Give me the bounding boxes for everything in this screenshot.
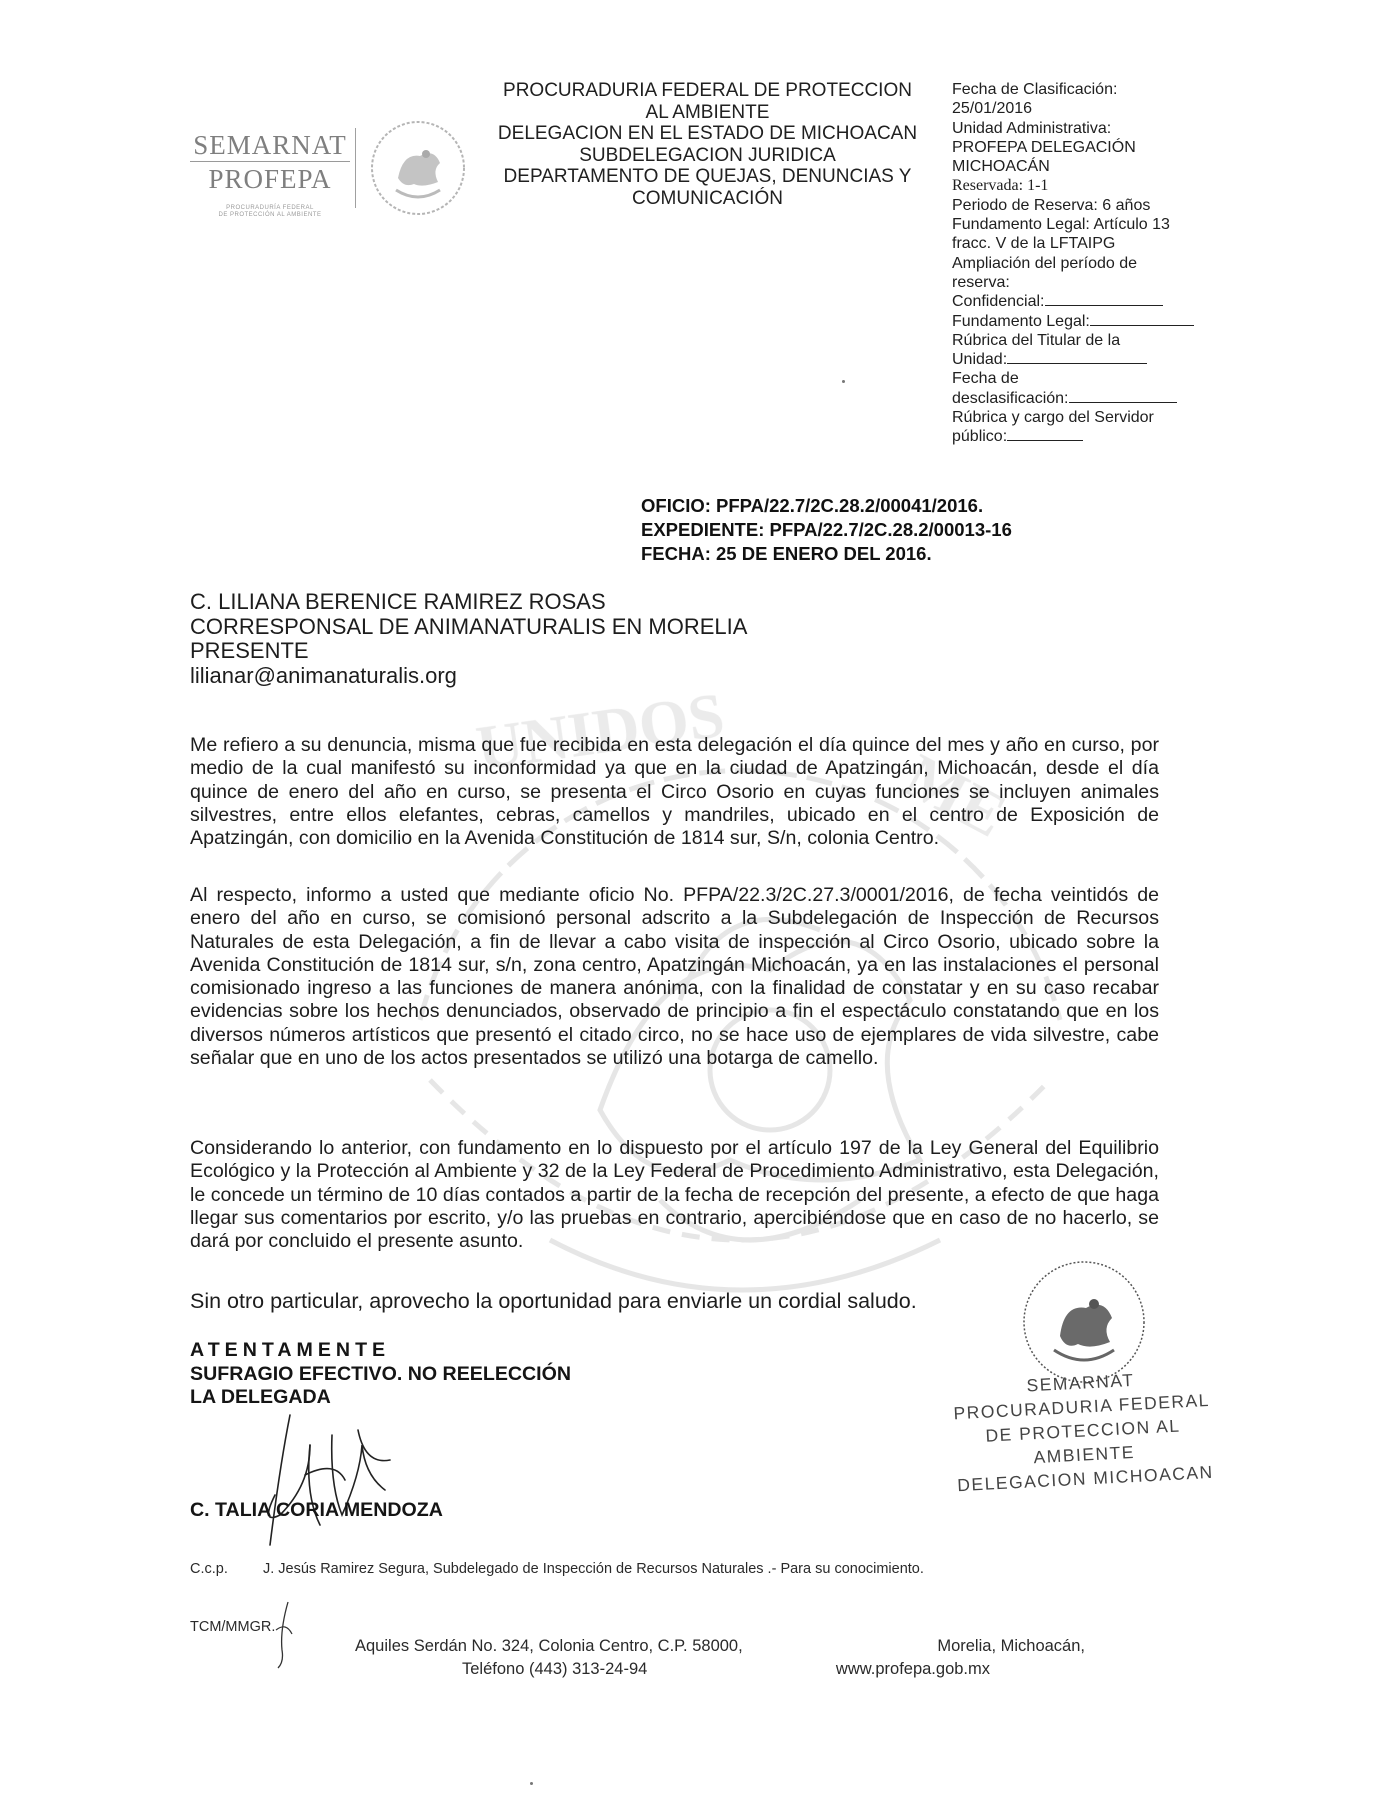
logo-divider <box>355 128 356 208</box>
addressee-name: C. LILIANA BERENICE RAMIREZ ROSAS <box>190 589 606 614</box>
blank-line <box>1007 362 1147 364</box>
addressee-email: lilianar@animanaturalis.org <box>190 662 457 688</box>
footer-row-2 <box>355 1658 1085 1681</box>
blank-line <box>1069 401 1177 403</box>
document-date: FECHA: 25 DE ENERO DEL 2016. <box>641 543 932 564</box>
stamp-line: SEMARNAT <box>1026 1369 1135 1396</box>
svg-text:ME: ME <box>893 739 1018 851</box>
official-stamp-seal <box>1020 1258 1148 1386</box>
footer-address: Aquiles Serdán No. 324, Colonia Centro, C.P. 58000, <box>355 1637 743 1655</box>
addressee-role: CORRESPONSAL DE ANIMANATURALIS EN MORELIA <box>190 613 748 639</box>
blank-line <box>1045 304 1163 306</box>
footer-phone: Teléfono (443) 313-24-94 <box>462 1660 648 1678</box>
stamp-line: DELEGACION MICHOACAN <box>956 1461 1215 1496</box>
extension-field: Ampliación del período de <box>952 254 1138 272</box>
addressee-block <box>190 590 747 688</box>
header-line: SUBDELEGACION JURIDICA <box>579 144 836 166</box>
closing-line: Sin otro particular, aprovecho la oportunidad para enviarle un cordial saludo. <box>190 1289 917 1313</box>
unit-label: Unidad: <box>952 351 1008 369</box>
declassification-label: desclasificación: <box>952 389 1069 407</box>
signer-title: LA DELEGADA <box>190 1386 331 1408</box>
addressee-presente: PRESENTE <box>190 638 309 663</box>
body-paragraph-3: Considerando lo anterior, con fundamento en lo dispuesto por el artículo 197 de la Ley General del Equilibrio Ecológico y la Protección al Ambiente y 32 de la Ley Federal de Procedimiento Administrativo, esta Delegación, le concede un término de 10 días contados a partir de la fecha de recepción del presente, a efecto de que haga llegar sus comentarios por escrito, y/o las pruebas en contrario, apercibiéndose que en caso de no hacerlo, se dará por concluido el presente asunto. <box>190 1137 1159 1253</box>
header-line: AL AMBIENTE <box>645 101 770 123</box>
header-line: DELEGACION EN EL ESTADO DE MICHOACAN <box>497 123 918 144</box>
servant-label: público: <box>952 428 1008 446</box>
signer-name: C. TALIA CORIA MENDOZA <box>190 1499 443 1521</box>
svg-text:UNIDOS: UNIDOS <box>472 678 729 784</box>
blank-line <box>1007 439 1083 441</box>
footer-web: www.profepa.gob.mx <box>835 1660 990 1678</box>
logo-tagline-1: PROCURADURÍA FEDERAL <box>226 205 314 211</box>
declassification-field <box>952 389 1212 408</box>
servant-rubric-field <box>952 427 1212 446</box>
admin-unit-value: PROFEPA DELEGACIÓN <box>952 138 1136 156</box>
admin-unit-label: Unidad Administrativa: <box>952 119 1112 137</box>
confidential-label: Confidencial: <box>952 293 1045 311</box>
reference-block <box>641 494 1012 566</box>
stamp-line: AMBIENTE <box>1033 1441 1136 1468</box>
expediente-number: EXPEDIENTE: PFPA/22.7/2C.28.2/00013-16 <box>641 519 1012 540</box>
body-paragraph-2: Al respecto, informo a usted que mediante oficio No. PFPA/22.3/2C.27.3/0001/2016, de fecha veintidós de enero del año en curso, se comisionó personal adscrito a la Subdelegación de Inspección de Recursos Naturales de esta Delegación, a fin de llevar a cabo visita de inspección al Circo Osorio, ubicado sobre la Avenida Constitución de 1814 sur, s/n, zona centro, Apatzingán Michoacán, ya en las instalaciones el personal comisionado ingreso a las funciones de manera anónima, con la finalidad de constatar y en su caso recabar evidencias sobre los hechos denunciados, observado de principio a fin el espectáculo constatando que en los diversos números artísticos que presentó el citado circo, no se hace uso de ejemplares de vida silvestre, cabe señalar que en uno de los actos presentados se utilizó una botarga de camello. <box>190 884 1159 1070</box>
blank-line <box>1090 324 1194 326</box>
stamp-line: DE PROTECCION AL <box>984 1415 1181 1446</box>
admin-unit-value: MICHOACÁN <box>952 158 1050 176</box>
header-line: COMUNICACIÓN <box>632 187 783 209</box>
ccp-label: C.c.p. <box>190 1561 228 1577</box>
ccp-line <box>190 1561 924 1577</box>
legal-basis-field: Fundamento Legal: Artículo 13 <box>952 216 1170 234</box>
speck <box>530 1782 533 1785</box>
ccp-text: J. Jesús Ramirez Segura, Subdelegado de Inspección de Recursos Naturales .- Para su conocimiento. <box>263 1561 924 1577</box>
footer-city: Morelia, Michoacán, <box>937 1637 1085 1655</box>
footer <box>355 1635 1085 1681</box>
motto-text: SUFRAGIO EFECTIVO. NO REELECCIÓN <box>190 1362 572 1385</box>
body-paragraph-1: Me refiero a su denuncia, misma que fue recibida en esta delegación el día quince del mes y año en curso, por medio de la cual manifestó su inconformidad ya que en la ciudad de Apatzingán, Michoacán, desde el día quince de enero del año en curso, se presenta el Circo Osorio en cuyas funciones se incluyen animales silvestres, entre ellos elefantes, cebras, camellos y mandriles, ubicado en el centro de Exposición de Apatzingán, con domicilio en la Avenida Constitución de 1814 sur, S/n, colonia Centro. <box>190 734 1159 850</box>
logo-profepa-text: PROFEPA <box>190 161 350 195</box>
signature-block <box>190 1339 571 1410</box>
declassification-field: Fecha de <box>952 370 1019 388</box>
logo-tagline-2: DE PROTECCIÓN AL AMBIENTE <box>218 212 322 218</box>
confidential-field <box>952 292 1212 311</box>
national-seal-icon <box>368 118 468 218</box>
header-line: PROCURADURIA FEDERAL DE PROTECCION <box>503 80 912 101</box>
servant-rubric-field: Rúbrica y cargo del Servidor <box>952 409 1154 427</box>
handwritten-signature <box>250 1405 420 1555</box>
legal-basis-blank-field <box>952 312 1212 331</box>
speck <box>842 380 845 383</box>
classification-block <box>952 80 1212 447</box>
logo-semarnat-text: SEMARNAT <box>193 130 347 160</box>
logo-tagline <box>190 205 350 219</box>
classification-date-label: Fecha de Clasificación: <box>952 81 1118 98</box>
reserve-period-field: Periodo de Reserva: 6 años <box>952 196 1151 214</box>
unit-rubric-field <box>952 350 1212 369</box>
header-line: DEPARTAMENTO DE QUEJAS, DENUNCIAS Y <box>503 166 912 187</box>
semarnat-profepa-logo <box>190 130 350 219</box>
typist-initials: TCM/MMGR. <box>190 1619 276 1635</box>
stamp-line: PROCURADURIA FEDERAL <box>953 1389 1211 1424</box>
agency-header <box>480 80 935 209</box>
unit-rubric-field: Rúbrica del Titular de la <box>952 331 1121 349</box>
oficio-number: OFICIO: PFPA/22.7/2C.28.2/00041/2016. <box>641 495 984 516</box>
footer-row-1 <box>355 1635 1085 1658</box>
official-stamp <box>940 1363 1226 1497</box>
legal-basis-field: fracc. V de la LFTAIPG <box>952 235 1116 253</box>
reserved-field: Reservada: 1-1 <box>952 177 1049 195</box>
classification-date-value: 25/01/2016 <box>952 100 1033 118</box>
legal-basis-label: Fundamento Legal: <box>952 312 1090 330</box>
initial-scribble <box>268 1600 298 1670</box>
atentamente-text: ATENTAMENTE <box>190 1339 391 1361</box>
extension-field: reserva: <box>952 273 1010 291</box>
